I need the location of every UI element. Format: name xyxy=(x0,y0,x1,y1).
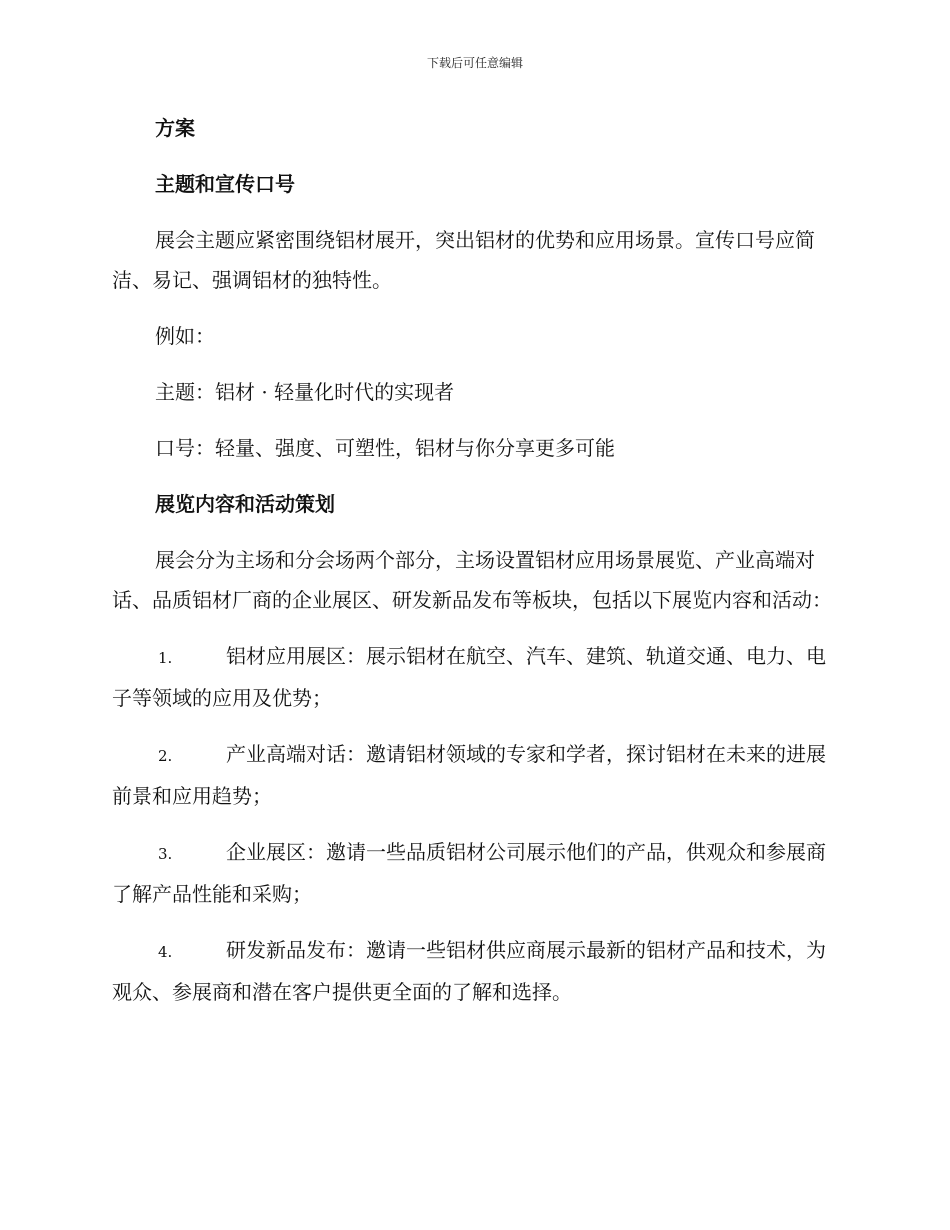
example-label: 例如： xyxy=(155,324,215,348)
list-item-number: 1. xyxy=(158,649,173,667)
list-item-number: 2. xyxy=(158,747,173,765)
list-item xyxy=(112,636,834,718)
section-paragraph-exhibition: 展会分为主场和分会场两个部分，主场设置铝材应用场景展览、产业高端对话、品质铝材厂商的企业展区、研发新品发布等板块，包括以下展览内容和活动： xyxy=(112,548,832,612)
list-item-text: 铝材应用展区：展示铝材在航空、汽车、建筑、轨道交通、电力、电子等领域的应用及优势； xyxy=(112,644,826,710)
slogan-line: 口号：轻量、强度、可塑性，铝材与你分享更多可能 xyxy=(155,436,615,460)
section-heading-exhibition: 展览内容和活动策划 xyxy=(155,492,335,516)
list-item xyxy=(112,832,834,914)
list-item xyxy=(112,734,834,816)
section-heading-theme: 主题和宣传口号 xyxy=(155,172,295,196)
list-item-text: 企业展区：邀请一些品质铝材公司展示他们的产品，供观众和参展商了解产品性能和采购； xyxy=(112,840,826,906)
list-item-number: 4. xyxy=(158,943,173,961)
document-body xyxy=(112,108,834,1028)
document-title: 方案 xyxy=(155,116,195,140)
list-item-text: 产业高端对话：邀请铝材领域的专家和学者，探讨铝材在未来的进展前景和应用趋势； xyxy=(112,742,826,808)
theme-line: 主题：铝材 · 轻量化时代的实现者 xyxy=(155,380,455,404)
list-item-text: 研发新品发布：邀请一些铝材供应商展示最新的铝材产品和技术，为观众、参展商和潜在客户提供更全面的了解和选择。 xyxy=(112,938,826,1004)
list-item-number: 3. xyxy=(158,845,173,863)
page-header: 下载后可任意编辑 xyxy=(426,56,523,70)
section-paragraph-theme: 展会主题应紧密围绕铝材展开，突出铝材的优势和应用场景。宣传口号应简洁、易记、强调铝材的独特性。 xyxy=(112,228,815,292)
list-item xyxy=(112,930,834,1012)
